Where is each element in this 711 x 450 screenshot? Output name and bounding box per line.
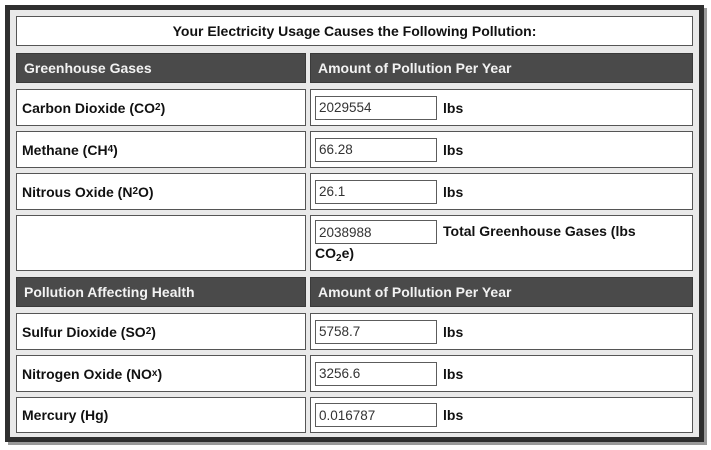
mercury-cell — [310, 397, 693, 433]
amount-header-2 — [310, 277, 693, 307]
mercury-unit: lbs — [443, 407, 464, 423]
carbon-dioxide-input[interactable] — [315, 96, 437, 120]
carbon-dioxide-cell — [310, 89, 693, 126]
greenhouse-gases-header-text: Greenhouse Gases — [24, 60, 152, 76]
carbon-dioxide-unit: lbs — [443, 99, 464, 116]
sulfur-dioxide-unit: lbs — [443, 323, 464, 340]
health-pollution-header-text: Pollution Affecting Health — [24, 284, 195, 300]
nitrogen-oxide-unit: lbs — [443, 365, 464, 382]
total-empty-cell — [16, 215, 306, 271]
amount-header-1-text: Amount of Pollution Per Year — [318, 60, 512, 76]
nitrogen-oxide-label: Nitrogen Oxide (NO x ) — [16, 355, 306, 392]
nitrous-oxide-unit: lbs — [443, 183, 464, 200]
nitrogen-oxide-cell — [310, 355, 693, 392]
nitrous-oxide-input[interactable] — [315, 180, 437, 204]
nitrous-oxide-label: Nitrous Oxide (N 2 O) — [16, 173, 306, 210]
total-greenhouse-cell — [310, 215, 693, 271]
mercury-label: Mercury (Hg) — [16, 397, 306, 433]
methane-cell — [310, 131, 693, 168]
pollution-table — [10, 10, 699, 437]
sulfur-dioxide-cell — [310, 313, 693, 350]
methane-input[interactable] — [315, 138, 437, 162]
greenhouse-gases-header — [16, 53, 306, 83]
methane-unit: lbs — [443, 141, 464, 158]
panel-title — [16, 16, 693, 46]
panel-title-text: Your Electricity Usage Causes the Following Pollution: — [172, 23, 537, 39]
sulfur-dioxide-label: Sulfur Dioxide (SO 2 ) — [16, 313, 306, 350]
amount-header-1 — [310, 53, 693, 83]
pollution-panel — [5, 5, 704, 442]
sulfur-dioxide-input[interactable] — [315, 320, 437, 344]
nitrogen-oxide-input[interactable] — [315, 362, 437, 386]
nitrous-oxide-cell — [310, 173, 693, 210]
methane-label: Methane (CH 4 ) — [16, 131, 306, 168]
health-pollution-header — [16, 277, 306, 307]
amount-header-2-text: Amount of Pollution Per Year — [318, 284, 512, 300]
total-greenhouse-input[interactable] — [315, 220, 437, 244]
total-greenhouse-unit: Total Greenhouse Gases (lbs — [443, 223, 636, 239]
carbon-dioxide-label: Carbon Dioxide (CO 2 ) — [16, 89, 306, 126]
mercury-input[interactable] — [315, 403, 437, 427]
total-greenhouse-unit-line2: $CO_2e$) — [315, 245, 355, 264]
